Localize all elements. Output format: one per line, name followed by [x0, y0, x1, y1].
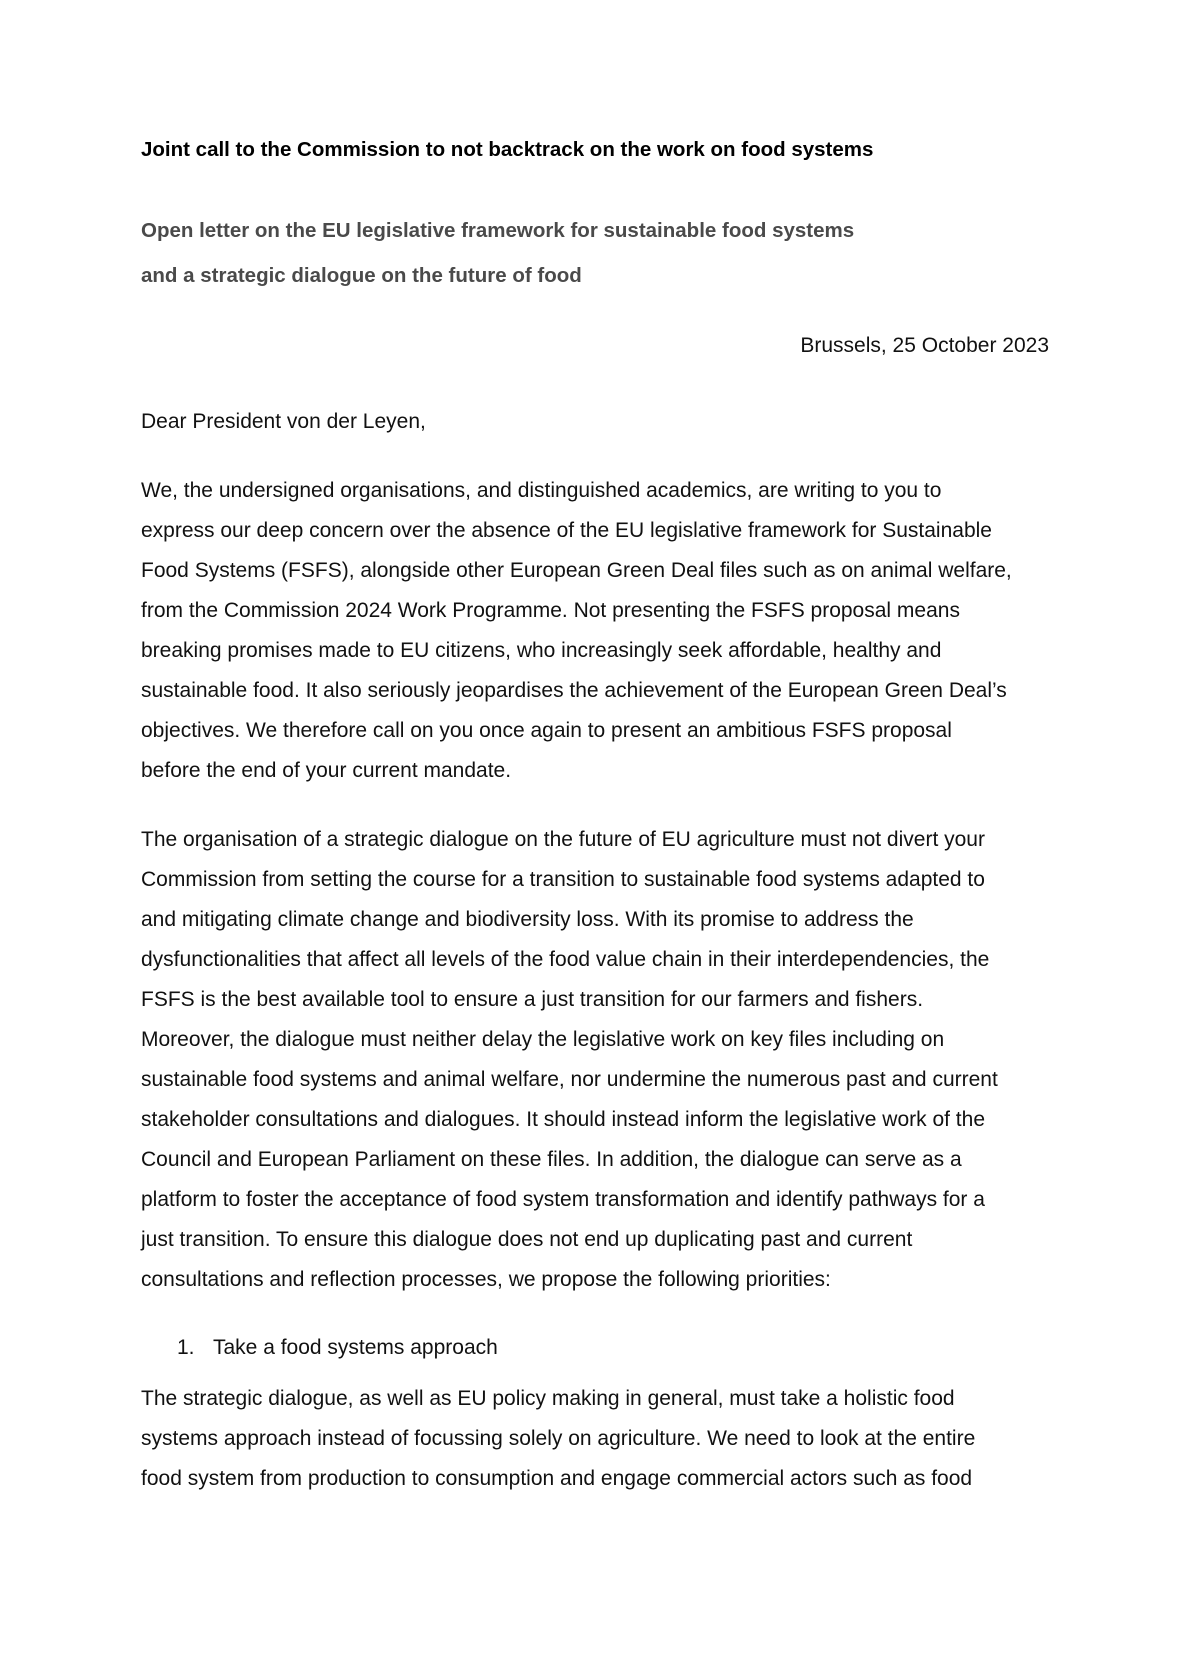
paragraph-line: We, the undersigned organisations, and distinguished academics, are writing to you to: [141, 479, 942, 502]
paragraph-line: from the Commission 2024 Work Programme. Not presenting the FSFS proposal means: [141, 599, 960, 622]
paragraph-line: platform to foster the acceptance of food system transformation and identify pathways for a: [141, 1188, 985, 1211]
paragraph-line: express our deep concern over the absence of the EU legislative framework for Sustainable: [141, 519, 992, 542]
list-item-text: Take a food systems approach: [213, 1336, 498, 1359]
paragraph-line: Moreover, the dialogue must neither delay the legislative work on key files including on: [141, 1028, 945, 1051]
paragraph-3: [141, 1379, 1049, 1499]
priorities-list: [141, 1328, 1049, 1368]
list-item-number: 1.: [177, 1336, 195, 1359]
salutation: Dear President von der Leyen,: [141, 410, 426, 433]
paragraph-line: The organisation of a strategic dialogue on the future of EU agriculture must not divert your: [141, 828, 985, 851]
letter-subtitle: [141, 208, 1049, 298]
letter-title: Joint call to the Commission to not backtrack on the work on food systems: [141, 138, 874, 161]
paragraph-1: [141, 471, 1049, 791]
subtitle-line: and a strategic dialogue on the future of food: [141, 264, 582, 287]
place-date: Brussels, 25 October 2023: [800, 334, 1049, 357]
paragraph-line: just transition. To ensure this dialogue does not end up duplicating past and current: [141, 1228, 913, 1251]
paragraph-line: breaking promises made to EU citizens, who increasingly seek affordable, healthy and: [141, 639, 942, 662]
paragraph-line: objectives. We therefore call on you once again to present an ambitious FSFS proposal: [141, 719, 952, 742]
subtitle-line: Open letter on the EU legislative framework for sustainable food systems: [141, 219, 855, 242]
paragraph-line: stakeholder consultations and dialogues. It should instead inform the legislative work of the: [141, 1108, 985, 1131]
paragraph-2: [141, 820, 1049, 1300]
paragraph-line: before the end of your current mandate.: [141, 759, 512, 782]
paragraph-line: food system from production to consumption and engage commercial actors such as food: [141, 1467, 973, 1490]
paragraph-line: sustainable food. It also seriously jeopardises the achievement of the European Green Deal’s: [141, 679, 1007, 702]
paragraph-line: consultations and reflection processes, we propose the following priorities:: [141, 1268, 831, 1291]
paragraph-line: Commission from setting the course for a transition to sustainable food systems adapted to: [141, 868, 985, 891]
paragraph-line: dysfunctionalities that affect all levels of the food value chain in their interdependencies, the: [141, 948, 990, 971]
paragraph-line: The strategic dialogue, as well as EU policy making in general, must take a holistic food: [141, 1387, 955, 1410]
paragraph-line: and mitigating climate change and biodiversity loss. With its promise to address the: [141, 908, 914, 931]
paragraph-line: Food Systems (FSFS), alongside other European Green Deal files such as on animal welfare,: [141, 559, 1012, 582]
paragraph-line: sustainable food systems and animal welfare, nor undermine the numerous past and current: [141, 1068, 998, 1091]
letter-page: [141, 136, 1049, 1499]
paragraph-line: Council and European Parliament on these files. In addition, the dialogue can serve as a: [141, 1148, 962, 1171]
paragraph-line: systems approach instead of focussing solely on agriculture. We need to look at the entire: [141, 1427, 976, 1450]
list-item: [141, 1328, 1049, 1368]
paragraph-line: FSFS is the best available tool to ensure a just transition for our farmers and fishers.: [141, 988, 924, 1011]
